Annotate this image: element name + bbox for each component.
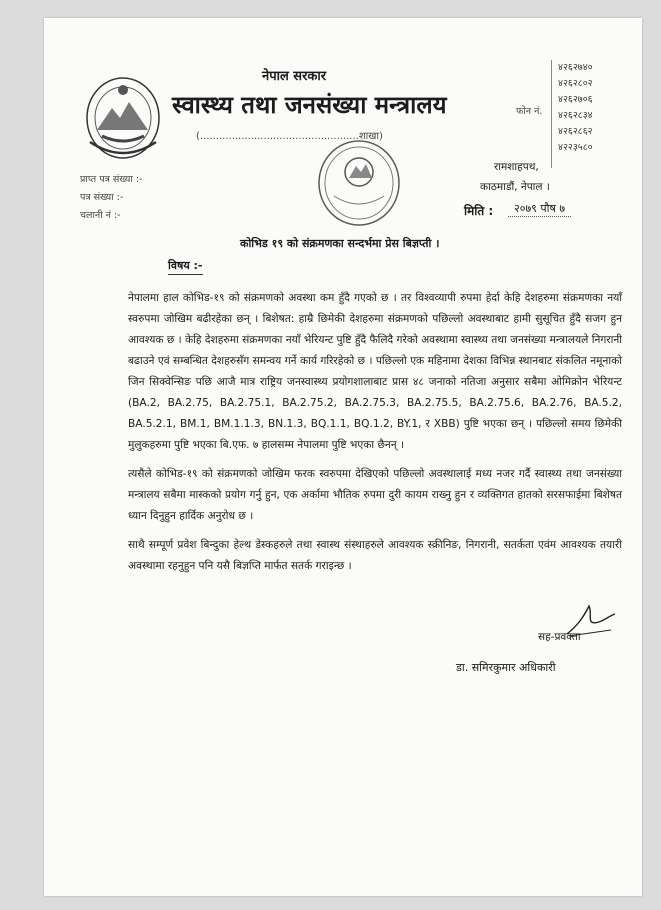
phone-label: फोन नं. [516,106,543,117]
phone-number: ४२६२८०२ [558,78,593,89]
phone-number: ४२६२८३४ [558,110,593,121]
date-value: २०७९ पौष ७ [508,201,571,217]
phone-number: ४२६२७०६ [558,94,593,105]
document-title: कोभिड १९ को संक्रमणका सन्दर्भमा प्रेस बिज्ञप्ती । [240,237,440,250]
dispatch-no: चलानी नं :- [80,210,121,221]
branch-open: ( [196,131,200,142]
letter-body [128,288,622,577]
ministry-name: स्वास्थ्य तथा जनसंख्या मन्त्रालय [172,91,447,119]
letter-no: पत्र संख्या :- [80,192,124,203]
branch-dots: .................................................. [199,131,359,142]
address-line-1: रामशाहपथ, [494,161,539,173]
paragraph-3: साथै सम्पूर्ण प्रवेश बिन्दुका हेल्थ डेस्कहरुले तथा स्वास्थ संस्थाहरुले आवश्यक स्क्रीनिङ, निगरानी, सतर्कता एवंम आवश्यक तयारी अवस्थामा रहनुहुन पनि यसै बिज्ञप्ति मार्फत सतर्क गराइन्छ । [128,539,622,572]
phone-number: ४२६२८६२ [558,126,593,137]
received-letter-no: प्राप्त पत्र संख्या :- [80,174,143,185]
govt-name: नेपाल सरकार [262,69,327,84]
paragraph-2: त्यसैले कोभिड-१९ को संक्रमणको जोखिम फरक स्वरुपमा देखिएको पछिल्लो अवस्थालाई मध्य नजर गर्दै स्वास्थ्य तथा जनसंख्या मन्त्रालय सबैमा मास्कको प्रयोग गर्नु हुन, एक अर्कामा भौतिक रुपमा दुरी कायम राख्नु हुन र व्यक्तिगत हातको सरसफाईमा बिशेषत ध्यान दिनुहुन हार्दिक अनुरोध छ । [128,468,622,522]
address-line-2: काठमाडौं, नेपाल । [480,181,550,193]
subject-label: विषय :- [168,258,203,275]
ministry-seal-icon [316,138,402,228]
date-label: मिति : [464,204,494,218]
paragraph-1: नेपालमा हाल कोभिड-१९ को संक्रमणको अवस्था कम हुँदै गएको छ । तर विश्वव्यापी रुपमा हेर्दा केहि देशहरुमा संक्रमणका नयाँ स्वरुपमा जोखिम बढीरहेका छन् । बिशेषत: हाम्रै छिमेकी देशहरुमा संक्रमणको पछिल्लो अवस्थाबाट हामी सुसूचित हुँदै सजग हुन आवश्यक छ । केहि देशहरुमा संक्रमणका नयाँ भेरियन्ट पुष्टि हुँदै फैलिदै गरेको अवस्थामा स्वास्थ्य तथा जनसंख्या मन्त्रालयले निगरानी बढाउने एवं सम्बन्धित देशहरुसँग समन्वय गर्ने कार्य गरिरहेको छ । पछिल्लो एक महिनामा देशका विभिन्न स्थानबाट संकलित नमूनाको जिन सिक्वेन्सिङ पछि आजै मात्र राष्ट्रिय जनस्वास्थ्य प्रयोगशालाबाट प्रास ४८ जनाको नतिजा अनुसार सबैमा ओमिक्रोन भेरियन्ट (BA.2, BA.2.75, BA.2.75.1, BA.2.75.2, BA.2.75.3, BA.2.75.5, BA.2.75.6, BA.2.76, BA.5.2, BA.5.2.1, BM.1, BM.1.1.3, BN.1.3, BQ.1.1, BQ.1.2, BY.1, र XBB) पुष्टि भएका छन् । पछिल्लो समय छिमेकी मुलुकहरुमा पुष्टि भएका बि.एफ. ७ हालसम्म नेपालमा पुष्टि भएका छैनन् । [128,292,623,451]
signatory-role: सह-प्रवक्ता [538,631,581,643]
phone-number: ४२६२७४० [558,62,593,73]
branch-label: शाखा) [358,131,383,142]
phone-list [551,60,593,168]
phone-number: ४२२३५८० [558,142,593,153]
signatory-name: डा. समिरकुमार अधिकारी [456,661,556,674]
nepal-emblem-icon [82,72,164,162]
letter-sheet [44,18,642,896]
